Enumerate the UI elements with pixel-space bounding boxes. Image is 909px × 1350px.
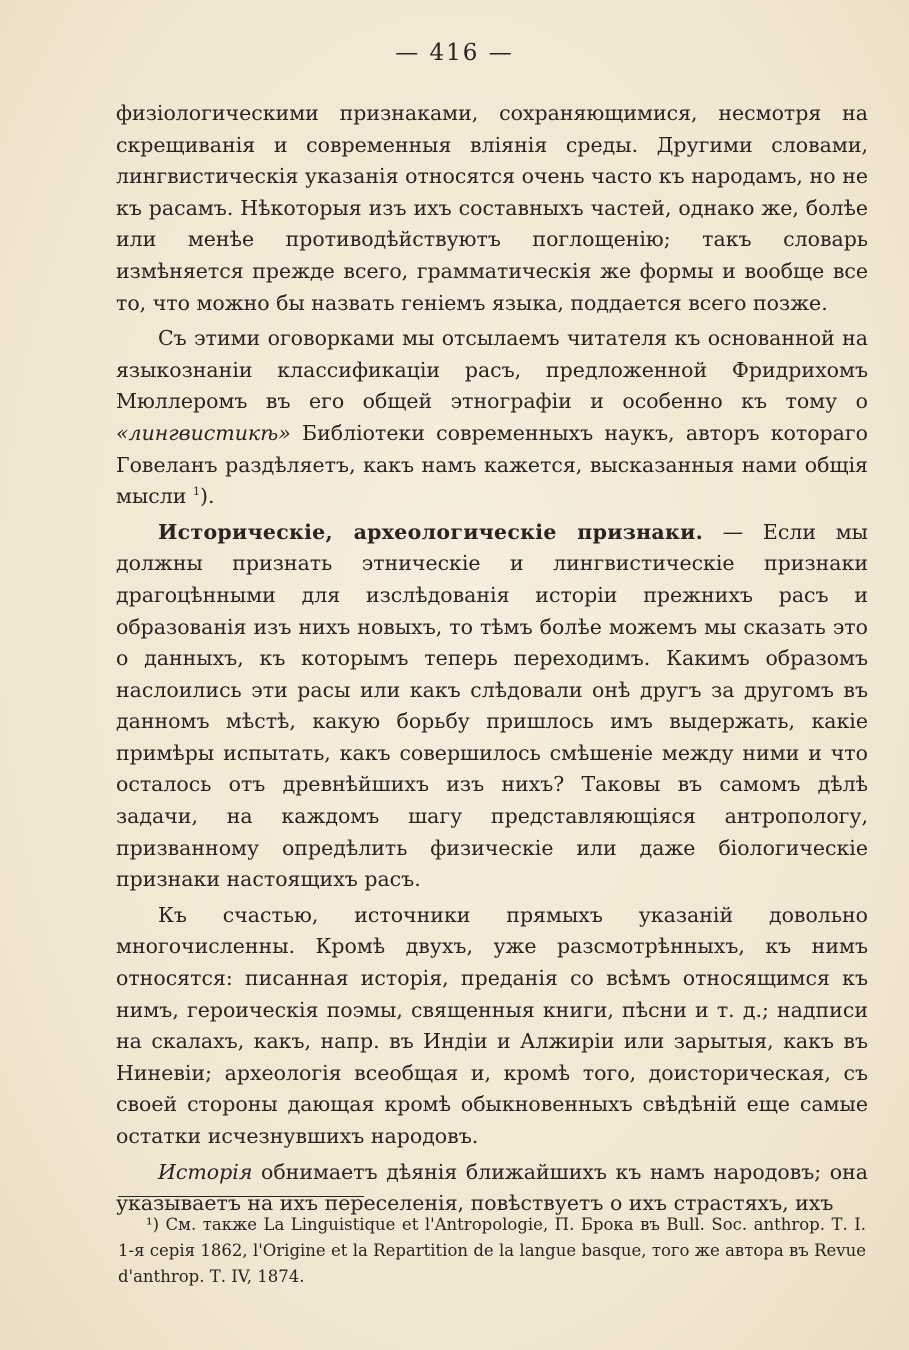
section-heading-historical: Историческіе, археологическіе признаки. xyxy=(158,519,704,544)
paragraph-1: физіологическими признаками, сохраняющимися, несмотря на скрещиванія и современныя вліянія среды. Другими словами, лингвистическія указанія относятся очень часто къ народамъ, но не къ расамъ. Нѣкоторыя изъ ихъ составныхъ частей, однако же, болѣе или менѣе противодѣйствуютъ поглощенію; такъ словарь измѣняется прежде всего, грамматическія же формы и вообще все то, что можно бы назвать геніемъ языка, поддается всего позже. xyxy=(116,101,868,315)
paragraph-2 xyxy=(116,323,868,513)
paragraph-2-italic-term: «лингвистикѣ» xyxy=(116,420,291,445)
footnote-1 xyxy=(118,1212,866,1290)
footnote-reference: 1 xyxy=(192,485,200,499)
paragraph-5-text: обнимаетъ дѣянія ближайшихъ къ намъ народовъ; она указываетъ на ихъ переселенія, повѣствуетъ о ихъ страстяхъ, ихъ xyxy=(116,1159,868,1216)
paragraph-2-close: ). xyxy=(199,484,215,509)
footnote-text: См. также La Linguistique et l'Antropologie, П. Брока въ Bull. Soc. anthrop. Т. I. 1-я серія 1862, l'Origine et la Repartition de la langue basque, того же автора въ Revue d'anthrop. Т. IV, 1874. xyxy=(118,1215,866,1286)
paragraph-5-italic-term: Исторія xyxy=(158,1159,253,1184)
footnote-marker: ¹) xyxy=(146,1215,160,1234)
footnote-divider xyxy=(118,1196,364,1197)
paragraph-2-text-end: Библіотеки современныхъ наукъ, авторъ котораго Говеланъ раздѣляетъ, какъ намъ кажется, высказанныя нами общія мысли xyxy=(116,420,868,509)
paragraph-5 xyxy=(116,1157,868,1220)
page-number: — 416 — xyxy=(395,40,514,66)
paragraph-2-text-start: Съ этими оговорками мы отсылаемъ читателя къ основанной на языкознаніи классификаціи расъ, предложенной Фридрихомъ Мюллеромъ въ его общей этнографіи и особенно къ тому о xyxy=(116,326,868,414)
main-text xyxy=(116,98,868,1224)
paragraph-4: Къ счастью, источники прямыхъ указаній довольно многочисленны. Кромѣ двухъ, уже разсмотрѣнныхъ, къ нимъ относятся: писанная исторія, преданія со всѣмъ относящимся къ нимъ, героическія поэмы, священныя книги, пѣсни и т. д.; надписи на скалахъ, какъ, напр. въ Индіи и Алжиріи или зарытыя, какъ въ Ниневіи; археологія всеобщая и, кромѣ того, доисторическая, съ своей стороны дающая кромѣ обыкновенныхъ свѣдѣній еще самые остатки исчезнувшихъ народовъ. xyxy=(116,902,868,1148)
footnotes xyxy=(118,1212,866,1290)
paragraph-3-text: — Если мы должны признать этническіе и лингвистическіе признаки драгоцѣнными для изслѣдованія исторіи прежнихъ расъ и образованія изъ нихъ новыхъ, то тѣмъ болѣе можемъ мы сказать это о данныхъ, къ которымъ теперь переходимъ. Какимъ образомъ наслоились эти расы или какъ слѣдовали онѣ другъ за другомъ въ данномъ мѣстѣ, какую борьбу пришлось имъ выдержать, какіе примѣры испытать, какъ совершилось смѣшеніе между ними и что осталось отъ древнѣйшихъ изъ нихъ? Таковы въ самомъ дѣлѣ задачи, на каждомъ шагу представляющіяся антропологу, призванному опредѣлить физическіе или даже біологическіе признаки настоящихъ расъ. xyxy=(116,519,868,892)
paragraph-3 xyxy=(116,517,868,896)
